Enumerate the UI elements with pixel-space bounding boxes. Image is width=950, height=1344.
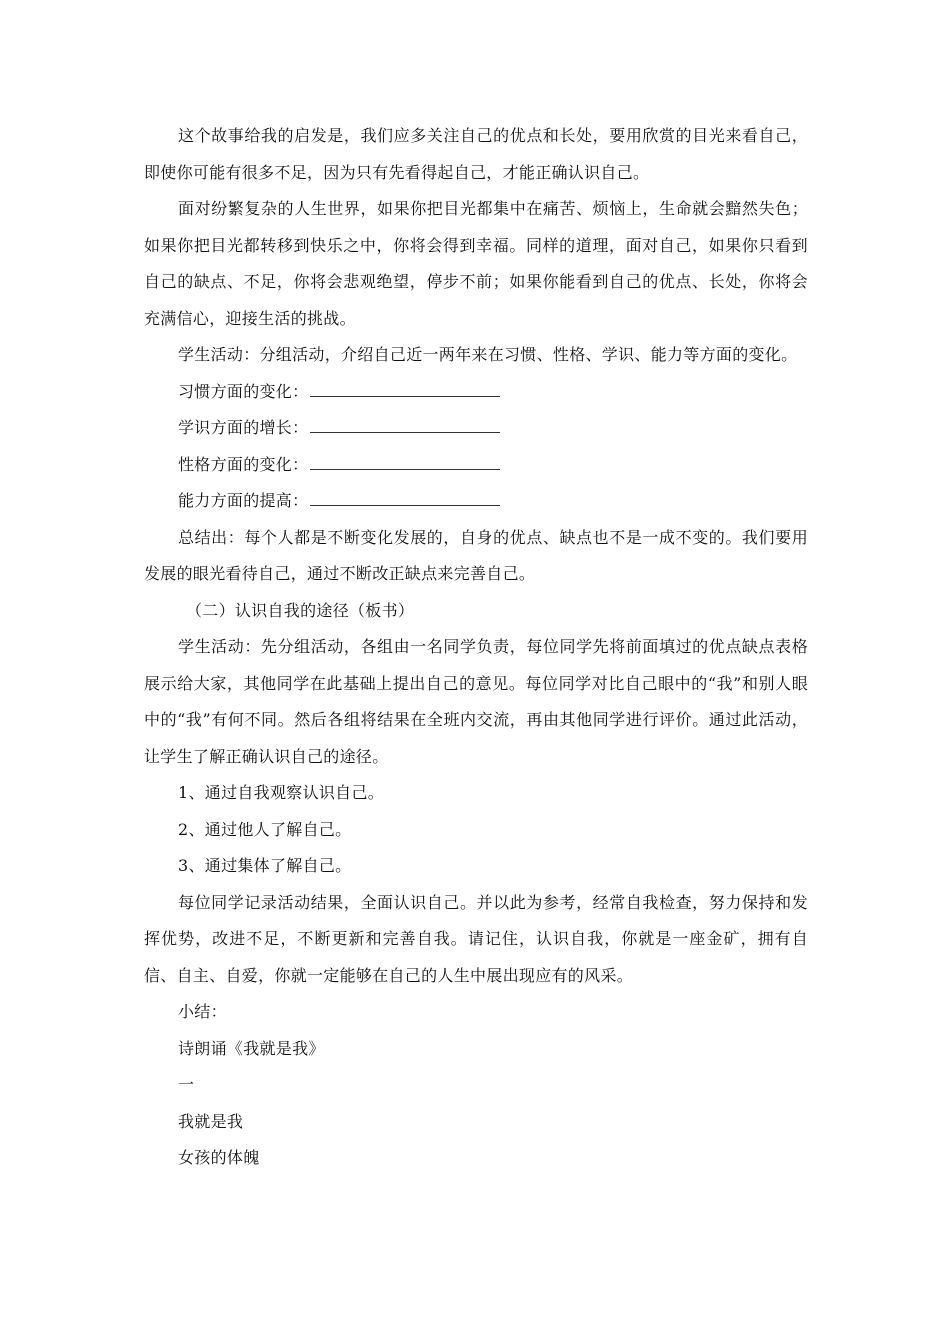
- list-item: 3、通过集体了解自己。: [178, 856, 352, 875]
- poem-line: 我就是我: [178, 1111, 244, 1131]
- fill-label: 能力方面的提高：: [178, 491, 309, 510]
- fill-row-ability: [144, 483, 808, 520]
- summary-label: 小结：: [178, 1002, 227, 1021]
- fill-row-character: [144, 447, 808, 484]
- section-heading: （二）认识自我的途径（板书）: [186, 600, 415, 620]
- paragraph-record-results: 每位同学记录活动结果，全面认识自己。并以此为参考，经常自我检查，努力保持和发挥优势，改进不足，不断更新和完善自我。请记住，认识自我，你就是一座金矿，拥有自信、自主、自爱，你就一定能够在自己的人生中展出现应有的风采。: [144, 892, 808, 985]
- document-body: [144, 118, 808, 1177]
- list-item: 1、通过自我观察认识自己。: [178, 783, 385, 802]
- paragraph-perspective: 面对纷繁复杂的人生世界，如果你把目光都集中在痛苦、烦恼上，生命就会黯然失色；如果你把目光都转移到快乐之中，你将会得到幸福。同样的道理，面对自己，如果你只看到自己的缺点、不足，你将会悲观绝望，停步不前；如果你能看到自己的优点、长处，你将会充满信心，迎接生活的挑战。: [144, 199, 808, 328]
- fill-label: 习惯方面的变化：: [178, 381, 309, 401]
- list-item: 2、通过他人了解自己。: [178, 819, 352, 839]
- paragraph-student-activity-1: 学生活动：分组活动，介绍自己近一两年来在习惯、性格、学识、能力等方面的变化。: [178, 345, 798, 364]
- fill-blank: [310, 382, 500, 397]
- paragraph-student-activity-2: 学生活动：先分组活动，各组由一名同学负责，每位同学先将前面填过的优点缺点表格展示给大家，其他同学在此基础上提出自己的意见。每位同学对比自己眼中的“我”和别人眼中的“我”有何不同。然后各组将结果在全班内交流，再由其他同学进行评价。通过此活动，让学生了解正确认识自己的途径。: [144, 637, 808, 766]
- paragraph-insight: 这个故事给我的启发是，我们应多关注自己的优点和长处，要用欣赏的目光来看自己，即使你可能有很多不足，因为只有先看得起自己，才能正确认识自己。: [144, 126, 808, 182]
- poem-title: 诗朗诵《我就是我》: [178, 1038, 325, 1058]
- fill-label: 性格方面的变化：: [178, 454, 309, 474]
- fill-row-habit: [144, 374, 808, 411]
- poem-line: 女孩的体魄: [178, 1148, 260, 1167]
- fill-row-knowledge: [144, 410, 808, 447]
- paragraph-conclusion: 总结出：每个人都是不断变化发展的，自身的优点、缺点也不是一成不变的。我们要用发展的眼光看待自己，通过不断改正缺点来完善自己。: [144, 527, 808, 583]
- poem-section-number: 一: [178, 1075, 195, 1094]
- fill-blank: [310, 455, 500, 470]
- fill-blank: [310, 418, 500, 433]
- fill-label: 学识方面的增长：: [178, 418, 309, 437]
- fill-blank: [310, 491, 500, 506]
